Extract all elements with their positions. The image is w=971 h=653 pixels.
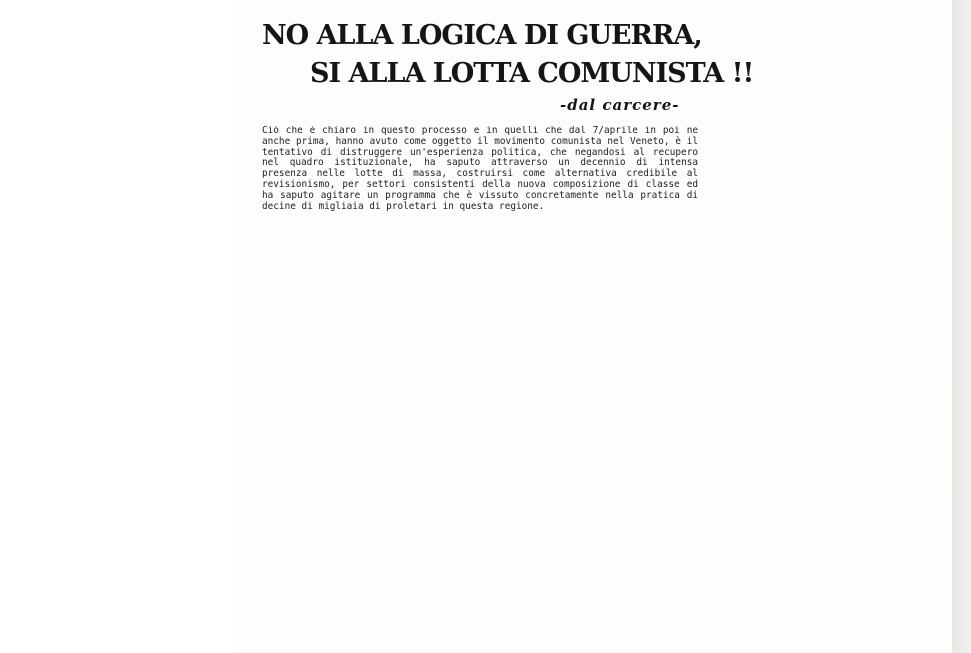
document-body [262,126,698,646]
page-edge [952,0,971,653]
document-title-line-2: SI ALLA LOTTA COMUNISTA !! [310,58,754,89]
document-title-line-1: NO ALLA LOGICA DI GUERRA, [262,20,702,51]
document-subtitle: -dal carcere- [560,96,680,114]
paragraph: Ciò che è chiaro in questo processo e in quelli che dal 7/aprile in poi ne anche prima, hanno avuto come oggetto il movimento comunista nel Veneto, è il tentativo di distruggere un'esperienza politica, che negandosi al recupero nel quadro istituzionale, ha saputo attraverso un decennio di intensa presenza nelle lotte di massa, costruirsi come alternativa credibile al revisionismo, per settori consistenti della nuova composizione di classe ed ha saputo agitare un programma che è vissuto concretamente nella pratica di decine di migliaia di proletari in questa regione. [262,126,698,212]
